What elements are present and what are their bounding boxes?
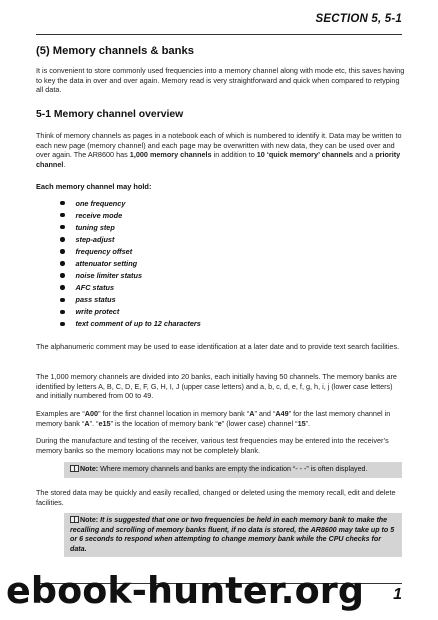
section-header: SECTION 5, 5-1: [315, 13, 402, 25]
note-icon: [70, 465, 79, 472]
list-item: one frequency: [60, 197, 201, 209]
bullet-icon: [60, 213, 65, 218]
bullet-icon: [60, 201, 65, 206]
stored-paragraph: The stored data may be quickly and easily recalled, changed or deleted using the memory recall, edit and delete facilities.: [36, 488, 396, 507]
hold-label: Each memory channel may hold:: [36, 182, 152, 191]
bullet-icon: [60, 225, 65, 230]
header-rule: [36, 34, 402, 35]
memory-field-list: [60, 197, 201, 330]
list-item: write protect: [60, 306, 201, 318]
bullet-icon: [60, 310, 65, 315]
bullet-icon: [60, 322, 65, 327]
bullet-icon: [60, 298, 65, 303]
note-icon: [70, 516, 79, 523]
bullet-icon: [60, 249, 65, 254]
page-number: 1: [393, 586, 402, 603]
list-item: frequency offset: [60, 245, 201, 257]
examples-paragraph: Examples are “A00” for the first channel location in memory bank “A” and “A49” for the last memory channel in memory bank “A”. “e15” is the location of memory bank “e” (lower case) channel “15”.: [36, 409, 391, 428]
subsection-heading: 5-1 Memory channel overview: [36, 109, 184, 120]
intro-paragraph: It is convenient to store commonly used frequencies into a memory channel along with mode etc, this saves having to key the data in over and over again. Memory read is very straightforward and quick when compared to retyping all data.: [36, 66, 405, 95]
bullet-icon: [60, 285, 65, 290]
watermark-text: ebook-hunter.org: [6, 569, 365, 612]
bullet-icon: [60, 237, 65, 242]
bullet-icon: [60, 273, 65, 278]
list-item: pass status: [60, 294, 201, 306]
list-item: tuning step: [60, 221, 201, 233]
list-item: noise limiter status: [60, 270, 201, 282]
list-item: text comment of up to 12 characters: [60, 318, 201, 330]
list-item: AFC status: [60, 282, 201, 294]
section-heading: (5) Memory channels & banks: [36, 45, 194, 57]
banks-paragraph: The 1,000 memory channels are divided into 20 banks, each initially having 50 channels. The memory banks are identified by letters A, B, C, D, E, F, G, H, I, J (upper case letters) and a, b, c, d, e, f, g, h, i, j (lower case letters) and initially numbered from 00 to 49.: [36, 372, 397, 401]
manufacture-paragraph: During the manufacture and testing of the receiver, various test frequencies may be entered into the receiver’s memory banks so the memory locations may not be completely blank.: [36, 436, 389, 455]
list-item: attenuator setting: [60, 257, 201, 269]
overview-paragraph: Think of memory channels as pages in a notebook each of which is numbered to identify it. Data may be written to each new page (memory channel) and each page may be overwritten with new data, they can be used over and over again. The AR8600 has 1,000 memory channels in addition to 10 ‘quick memory’ channels and a priority channel.: [36, 131, 402, 169]
list-item: step-adjust: [60, 233, 201, 245]
bullet-icon: [60, 261, 65, 266]
note-box: Note: Where memory channels and banks are empty the indication “- - -” is often displayed.: [64, 462, 402, 478]
alphanumeric-paragraph: The alphanumeric comment may be used to ease identification at a later date and to provide text search facilities.: [36, 342, 400, 351]
list-item: receive mode: [60, 209, 201, 221]
tip-note-box: Note: It is suggested that one or two frequencies be held in each memory bank to make the recalling and scrolling of memory banks fluent, if no data is stored, the AR8600 may take up to 5 or 6 seconds to respond when attempting to change memory bank while the CPU checks for data.: [64, 513, 402, 557]
